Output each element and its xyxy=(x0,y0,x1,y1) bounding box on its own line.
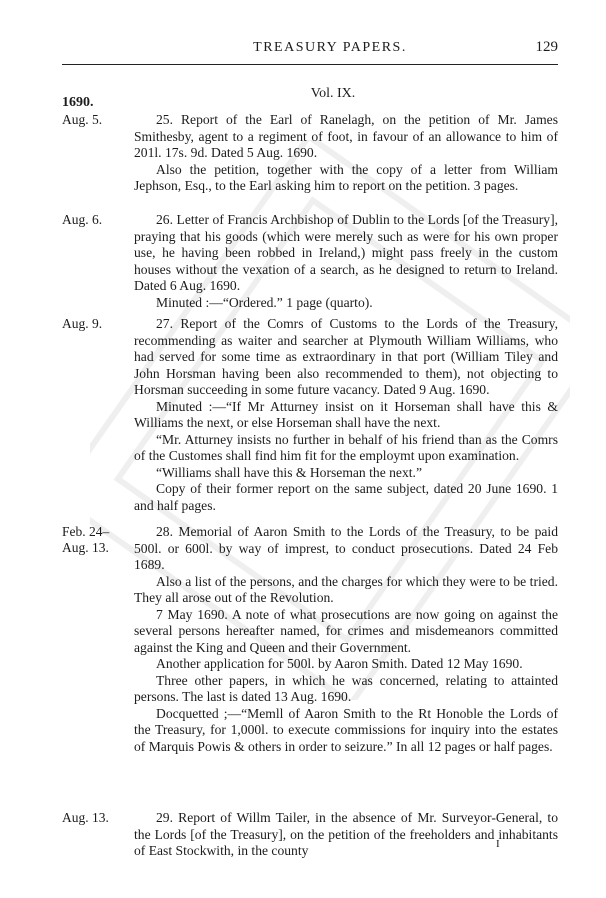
entry-26 xyxy=(62,212,558,311)
entry-paragraph: Copy of their former report on the same subject, dated 20 June 1690. 1 and half pages. xyxy=(134,481,558,513)
entry-body xyxy=(134,810,558,860)
entry-paragraph: Also the petition, together with the copy of a letter from William Jephson, Esq., to the Earl asking him to report on the petition. 3 pages. xyxy=(134,161,558,193)
entry-paragraph: 7 May 1690. A note of what prosecutions are now going on against the several persons hereafter named, for crimes and misdemeanors committed against the King and Queen and their Government. xyxy=(134,606,558,655)
entry-paragraph: 26. Letter of Francis Archbishop of Dublin to the Lords [of the Treasury], praying that his goods (which were merely such as were for his own proper use, he having been robbed in Ireland,) might pass freely in the custom houses without the vexation of a search, as he designed to return to Ireland. Dated 6 Aug. 1690. xyxy=(134,212,558,293)
entry-paragraph: Docquetted ;—“Memll of Aaron Smith to the Rt Honoble the Lords of the Treasury, for 1,000l. to execute commissions for inquiry into the estates of Marquis Powis & others in order to seizure.” In all 12 pages or half pages. xyxy=(134,705,558,754)
year-marker: 1690. xyxy=(62,95,94,110)
running-title: TREASURY PAPERS. xyxy=(253,40,407,55)
entry-25 xyxy=(62,112,558,195)
entry-paragraph: Minuted :—“Ordered.” 1 page (quarto). xyxy=(156,294,373,310)
entry-paragraph: Minuted :—“If Mr Atturney insist on it Horseman shall have this & Williams the next, or else Horseman shall have the next. xyxy=(134,398,558,430)
entry-paragraph: 29. Report of Willm Tailer, in the absence of Mr. Surveyor-General, to the Lords [of the Treasury], on the petition of the freeholders and inhabitants of East Stockwith, in the county xyxy=(134,810,558,858)
entry-date: Aug. 5. xyxy=(62,112,103,127)
signature-mark: I xyxy=(496,838,500,850)
entry-paragraph: Another application for 500l. by Aaron Smith. Dated 12 May 1690. xyxy=(156,656,523,671)
entry-date: Feb. 24– Aug. 13. xyxy=(62,524,110,555)
entry-paragraph: Also a list of the persons, and the charges for which they were to be tried. They all arose out of the Revolution. xyxy=(134,573,558,605)
entry-body xyxy=(134,112,558,195)
entry-27 xyxy=(62,316,558,514)
entry-paragraph: Three other papers, in which he was concerned, relating to attainted persons. The last is dated 13 Aug. 1690. xyxy=(134,672,558,704)
volume-heading: Vol. IX. xyxy=(310,86,356,101)
entry-date: Aug. 9. xyxy=(62,316,103,331)
page-number: 129 xyxy=(535,39,558,55)
entry-paragraph: 28. Memorial of Aaron Smith to the Lords of the Treasury, to be paid 500l. or 600l. by way of imprest, to conduct prosecutions. Dated 24 Feb 1689. xyxy=(134,524,558,572)
entry-28 xyxy=(62,524,558,755)
entry-body xyxy=(134,524,558,755)
entry-body xyxy=(134,316,558,514)
header-rule xyxy=(62,64,558,65)
entry-date: Aug. 6. xyxy=(62,212,103,227)
entry-date: Aug. 13. xyxy=(62,810,109,825)
entry-body xyxy=(134,212,558,311)
entry-paragraph: “Williams shall have this & Horseman the next.” xyxy=(156,464,422,480)
entry-paragraph: “Mr. Atturney insists no further in behalf of his friend than as the Comrs of the Customes shall find him fit for the employmt upon examination. xyxy=(134,431,558,463)
entry-29 xyxy=(62,810,558,860)
entry-paragraph: 25. Report of the Earl of Ranelagh, on the petition of Mr. James Smithesby, agent to a regiment of foot, in favour of an allowance to him of 201l. 17s. 9d. Dated 5 Aug. 1690. xyxy=(134,112,558,160)
entry-paragraph: 27. Report of the Comrs of Customs to the Lords of the Treasury, recommending as waiter and searcher at Plymouth William Williams, who had served for some time as extraordinary in that port (William Tiley and John Horsman having been also recommended to them), not objecting to Horsman succeeding in some future vacancy. Dated 9 Aug. 1690. xyxy=(134,316,558,397)
